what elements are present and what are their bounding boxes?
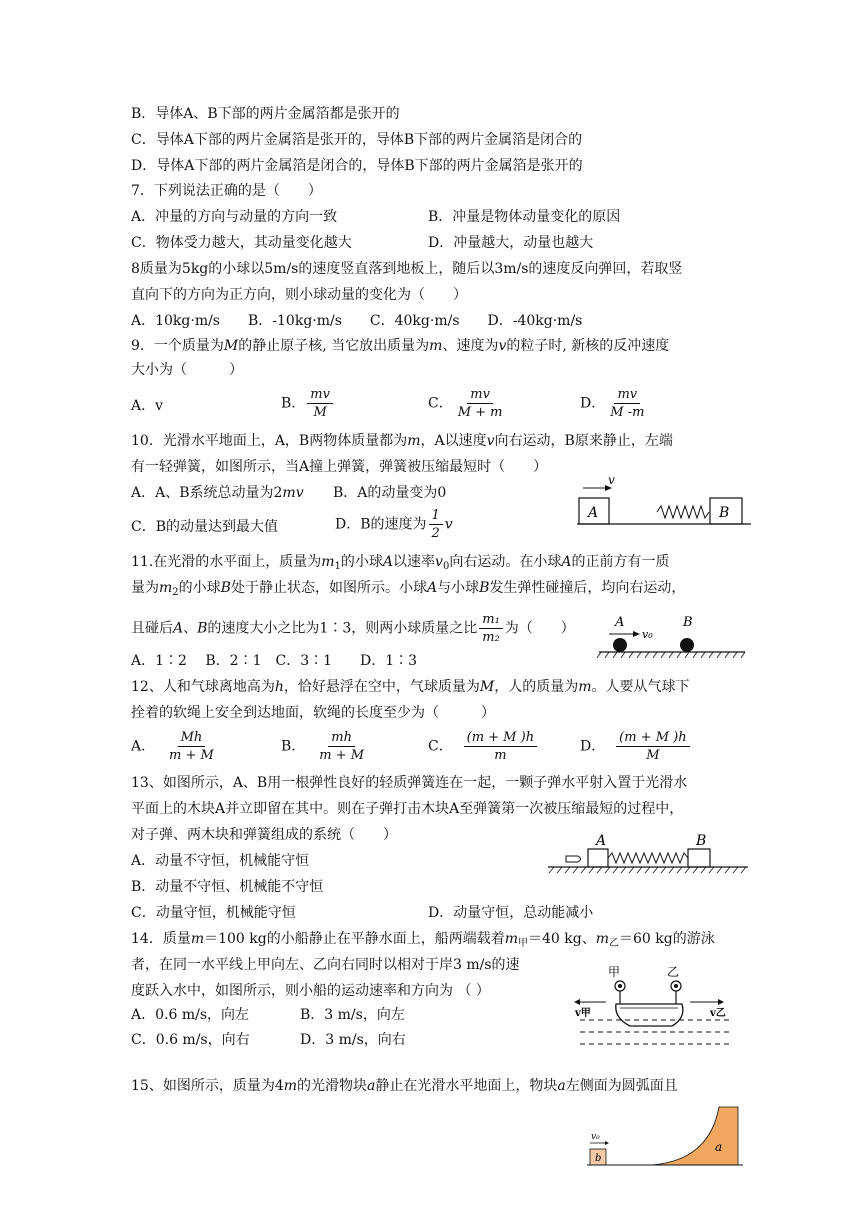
velocity-jia-label: v甲 [575,1008,591,1019]
q13-stem-line2: 平面上的木块A并立即留在其中。则在子弹打击木块A至弹簧第一次被压缩最短的过程中， [131,801,684,817]
block-b [688,849,710,867]
block-a [651,1107,738,1165]
velocity-label: v₀ [591,1132,600,1142]
velocity-label: v [608,473,615,487]
figure-q11-balls [597,614,747,660]
q12-stem-line2: 拴着的软绳上安全到达地面，软绳的长度至少为（ ） [131,705,495,721]
q6-option-c: C．导体A下部的两片金属箔是张开的，导体B下部的两片金属箔是闭合的 [131,132,583,148]
q12-stem-line1: 12、人和气球离地高为h，恰好悬浮在空中，气球质量为M，人的质量为m。人要从气球下 [131,679,690,695]
velocity-yi-label: v乙 [710,1008,726,1019]
ball-a-label: A [615,615,625,630]
q8-stem-line2: 直向下的方向为正方向，则小球动量的变化为（ ） [131,287,467,303]
spring [608,853,688,863]
block-b-label: B [696,833,707,849]
swimmer-yi-label: 乙 [667,965,680,979]
figure-q13-bullet-spring [546,829,750,875]
q7-option-a: A．冲量的方向与动量的方向一致 [131,209,338,225]
q14-stem-line1: 14．质量m＝100 kg的小船静止在平静水面上，船两端载着$m_甲=40$ kg、$m_乙=60$ kg的游泳 [131,931,715,949]
velocity-label: v₀ [642,628,653,641]
q13-option-a: A．动量不守恒，机械能守恒 [131,853,310,869]
q9-option-b: B． $\frac{mv}{M}$ [281,387,335,420]
q10-stem-line1: 10．光滑水平地面上，A，B两物体质量都为m，A以速度v向右运动，B原来静止，左端 [131,433,673,449]
q12-option-b: B． $\frac{mh}{m + M}$ [281,730,364,763]
q10-option-d: D．B的速度为 $\frac{1}{2}$ v [335,508,453,541]
q10-option-a: A．A、B系统总动量为2mv [131,485,304,501]
q7-stem: 7．下列说法正确的是（ ） [131,183,322,199]
q6-option-b: B．导体A、B下部的两片金属箔都是张开的 [131,106,400,122]
q8-stem-line1: 8质量为5kg的小球以5m/s的速度竖直落到地板上，随后以3m/s的速度反向弹回，若取竖 [131,261,683,277]
q11-options: A．1∶2 B．2∶1 C．3∶1 D．1∶3 [131,653,418,669]
q14-option-a: A．0.6 m/s，向左 [131,1007,250,1023]
q10-option-c: C．B的动量达到最大值 [131,519,278,535]
block-a-label: A [588,505,599,521]
q9-option-d: D． $\frac{mv}{M -m}$ [580,387,645,420]
q7-option-b: B．冲量是物体动量变化的原因 [428,209,621,225]
figure-q14-boat [572,962,740,1056]
q12-option-a: A． $\frac{Mh}{m + M}$ [131,730,214,763]
q11-stem-line2: 量为$m_2$的小球B处于静止状态，如图所示。小球A与小球B发生弹性碰撞后，均向右运动， [131,580,686,598]
q10-option-b: B．A的动量变为0 [333,485,447,501]
q13-stem-line1: 13、如图所示，A、B用一根弹性良好的轻质弹簧连在一起，一颗子弹水平射入置于光滑水 [131,775,688,791]
q9-stem-line1: 9．一个质量为M的静止原子核, 当它放出质量为m、速度为v的粒子时, 新核的反冲速度 [131,338,670,354]
spring [657,506,709,518]
q8-options: A．10kg·m/s B．-10kg·m/s C．40kg·m/s D．-40kg·m/s [131,313,583,329]
q9-option-c: C． $\frac{mv}{M + m}$ [428,387,503,420]
q14-option-b: B．3 m/s，向左 [300,1007,405,1023]
q14-stem-line3: 度跃入水中，如图所示，则小船的运动速率和方向为 （ ） [131,983,490,999]
block-a [588,849,608,867]
q13-option-d: D．动量守恒，总动能减小 [428,905,594,921]
q7-option-c: C．物体受力越大，其动量变化越大 [131,235,352,251]
q13-option-b: B．动量不守恒、机械能不守恒 [131,879,324,895]
q13-stem-line3: 对子弹、两木块和弹簧组成的系统（ ） [131,827,397,843]
q14-stem-line2: 者，在同一水平线上甲向左、乙向右同时以相对于岸3 m/s的速 [131,957,520,973]
q13-option-c: C．动量守恒，机械能守恒 [131,905,296,921]
q14-option-c: C．0.6 m/s，向右 [131,1032,250,1048]
ball-b [680,638,694,652]
block-b-label: B [719,505,730,521]
q12-option-c: C． $\frac{(m + M )h}{m}$ [428,730,539,763]
block-b-label: b [595,1153,602,1164]
swimmer-jia-label: 甲 [608,965,621,979]
q11-stem-line1: 11.在光滑的水平面上，质量为$m_1$的小球A以速率$v_0$向右运动。在小球A的正前方有一质 [131,554,670,572]
q9-stem-line2: 大小为（ ） [131,362,243,378]
bullet [566,856,581,862]
ball-a [613,638,627,652]
figure-q15-curved-block [585,1105,745,1167]
q15-stem-line1: 15、如图所示，质量为4m的光滑物块a静止在光滑水平地面上，物块a左侧面为圆弧面且 [131,1078,678,1094]
ball-b-label: B [683,615,693,630]
q6-option-d: D．导体A下部的两片金属箔是闭合的，导体B下部的两片金属箔是张开的 [131,158,583,174]
q9-option-a: A．v [131,398,164,414]
q12-option-d: D． $\frac{(m + M )h}{M}$ [580,730,692,763]
q7-option-d: D．冲量越大，动量也越大 [428,235,594,251]
q14-option-d: D．3 m/s，向右 [300,1032,406,1048]
figure-q10-spring-blocks [575,474,755,530]
boat [616,1004,683,1026]
block-a-label: a [715,1140,723,1154]
block-a-label: A [596,833,607,849]
q11-stem-line3: 且碰后A、B的速度大小之比为1∶3，则两小球质量之比 $\frac{\text{m₁}}{\text{m₂}}$ 为（ ） [131,612,575,645]
q10-stem-line2: 有一轻弹簧，如图所示，当A撞上弹簧，弹簧被压缩最短时（ ） [131,459,548,475]
